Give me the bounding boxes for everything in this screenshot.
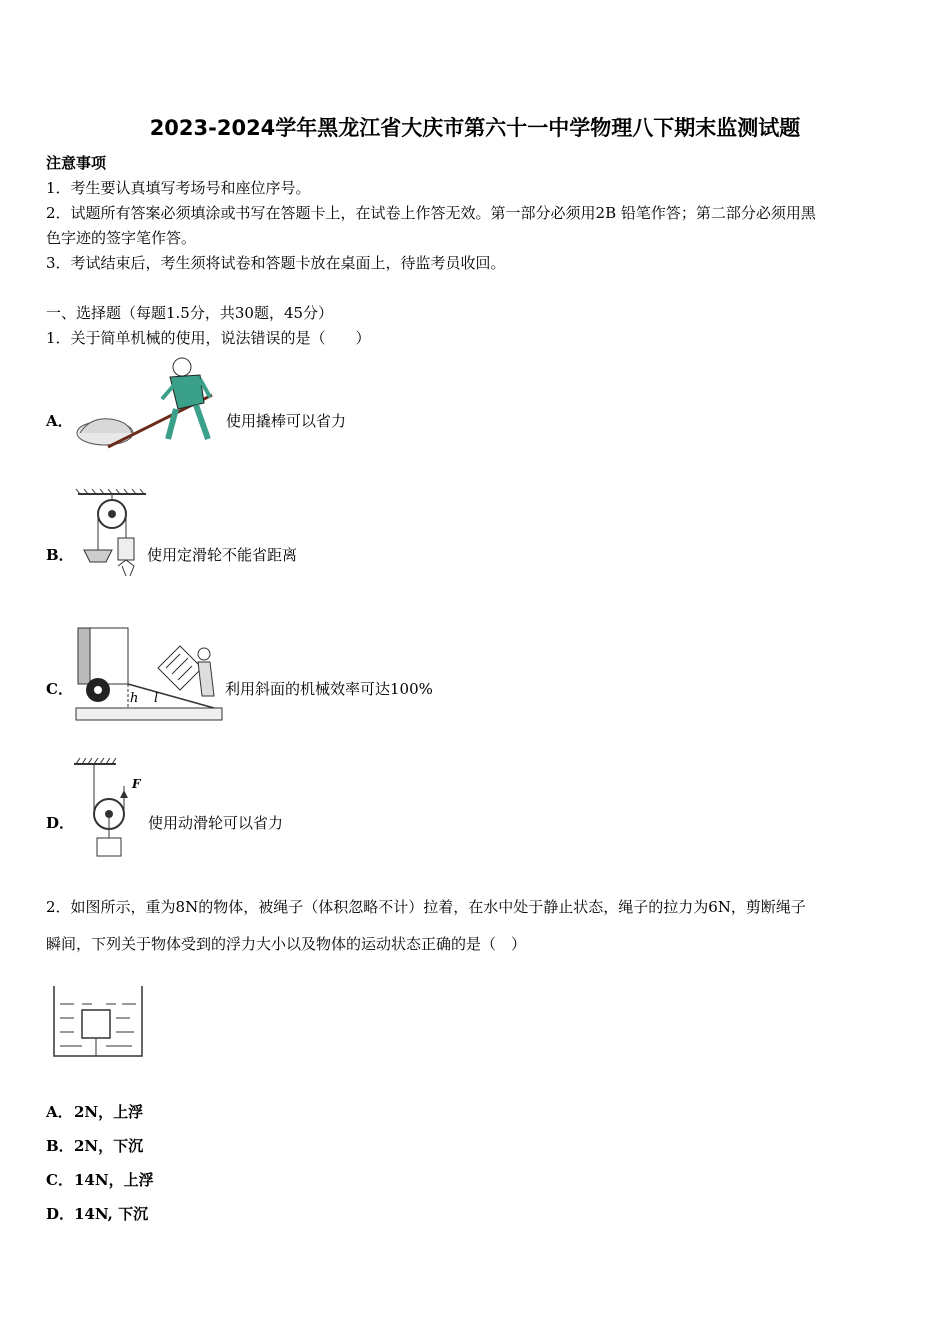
q2-option-d-letter: D． — [46, 1205, 75, 1223]
incline-figure — [74, 624, 224, 722]
q1-option-d-letter: D． — [46, 814, 75, 832]
movable-pulley-figure — [72, 756, 152, 860]
fixed-pulley-figure — [74, 488, 150, 590]
notice-item-2: 2．试题所有答案必须填涂或书写在答题卡上，在试卷上作答无效。第一部分必须用2B 铅笔作答；第二部分必须用黑 — [46, 204, 816, 222]
notice-item-2-cont: 色字迹的签字笔作答。 — [46, 229, 197, 247]
q2-option-c-text: 14N，上浮 — [74, 1171, 154, 1189]
water-tank-figure — [50, 984, 146, 1060]
q2-option-c-letter: C． — [46, 1171, 73, 1189]
q1-option-b-letter: B． — [46, 546, 74, 564]
force-label: F — [132, 777, 141, 791]
q2-option-a-letter: A． — [46, 1103, 73, 1121]
q1-option-d-text: 使用动滑轮可以省力 — [148, 814, 284, 832]
q1-option-c-letter: C． — [46, 680, 73, 698]
question-2-stem-line1: 2．如图所示，重为8N的物体，被绳子（体积忽略不计）拉着，在水中处于静止状态，绳子的拉力为6N，剪断绳子 — [46, 898, 806, 916]
notice-heading: 注意事项 — [46, 154, 107, 172]
q2-option-a-text: 2N，上浮 — [74, 1103, 144, 1121]
notice-item-3: 3．考试结束后，考生须将试卷和答题卡放在桌面上，待监考员收回。 — [46, 254, 506, 272]
q2-option-b-letter: B． — [46, 1137, 74, 1155]
q1-option-a-letter: A． — [46, 412, 73, 430]
notice-item-1: 1．考生要认真填写考场号和座位序号。 — [46, 179, 311, 197]
q2-option-d-text: 14N, 下沉 — [74, 1205, 149, 1223]
q1-option-c-text: 利用斜面的机械效率可达100% — [225, 680, 433, 698]
crowbar-figure — [70, 355, 220, 455]
question-1-stem: 1．关于简单机械的使用，说法错误的是（ ） — [46, 329, 371, 347]
incline-label-h: h — [130, 691, 139, 706]
question-2-stem-line2: 瞬间，下列关于物体受到的浮力大小以及物体的运动状态正确的是（ ） — [46, 935, 527, 953]
page-title: 2023-2024学年黑龙江省大庆市第六十一中学物理八下期末监测试题 — [149, 116, 801, 140]
q1-option-a-text: 使用撬棒可以省力 — [226, 412, 347, 430]
section-heading: 一、选择题（每题1.5分，共30题，45分） — [46, 304, 334, 322]
q2-option-b-text: 2N，下沉 — [74, 1137, 144, 1155]
q1-option-b-text: 使用定滑轮不能省距离 — [147, 546, 298, 564]
incline-label-l: l — [154, 691, 159, 706]
